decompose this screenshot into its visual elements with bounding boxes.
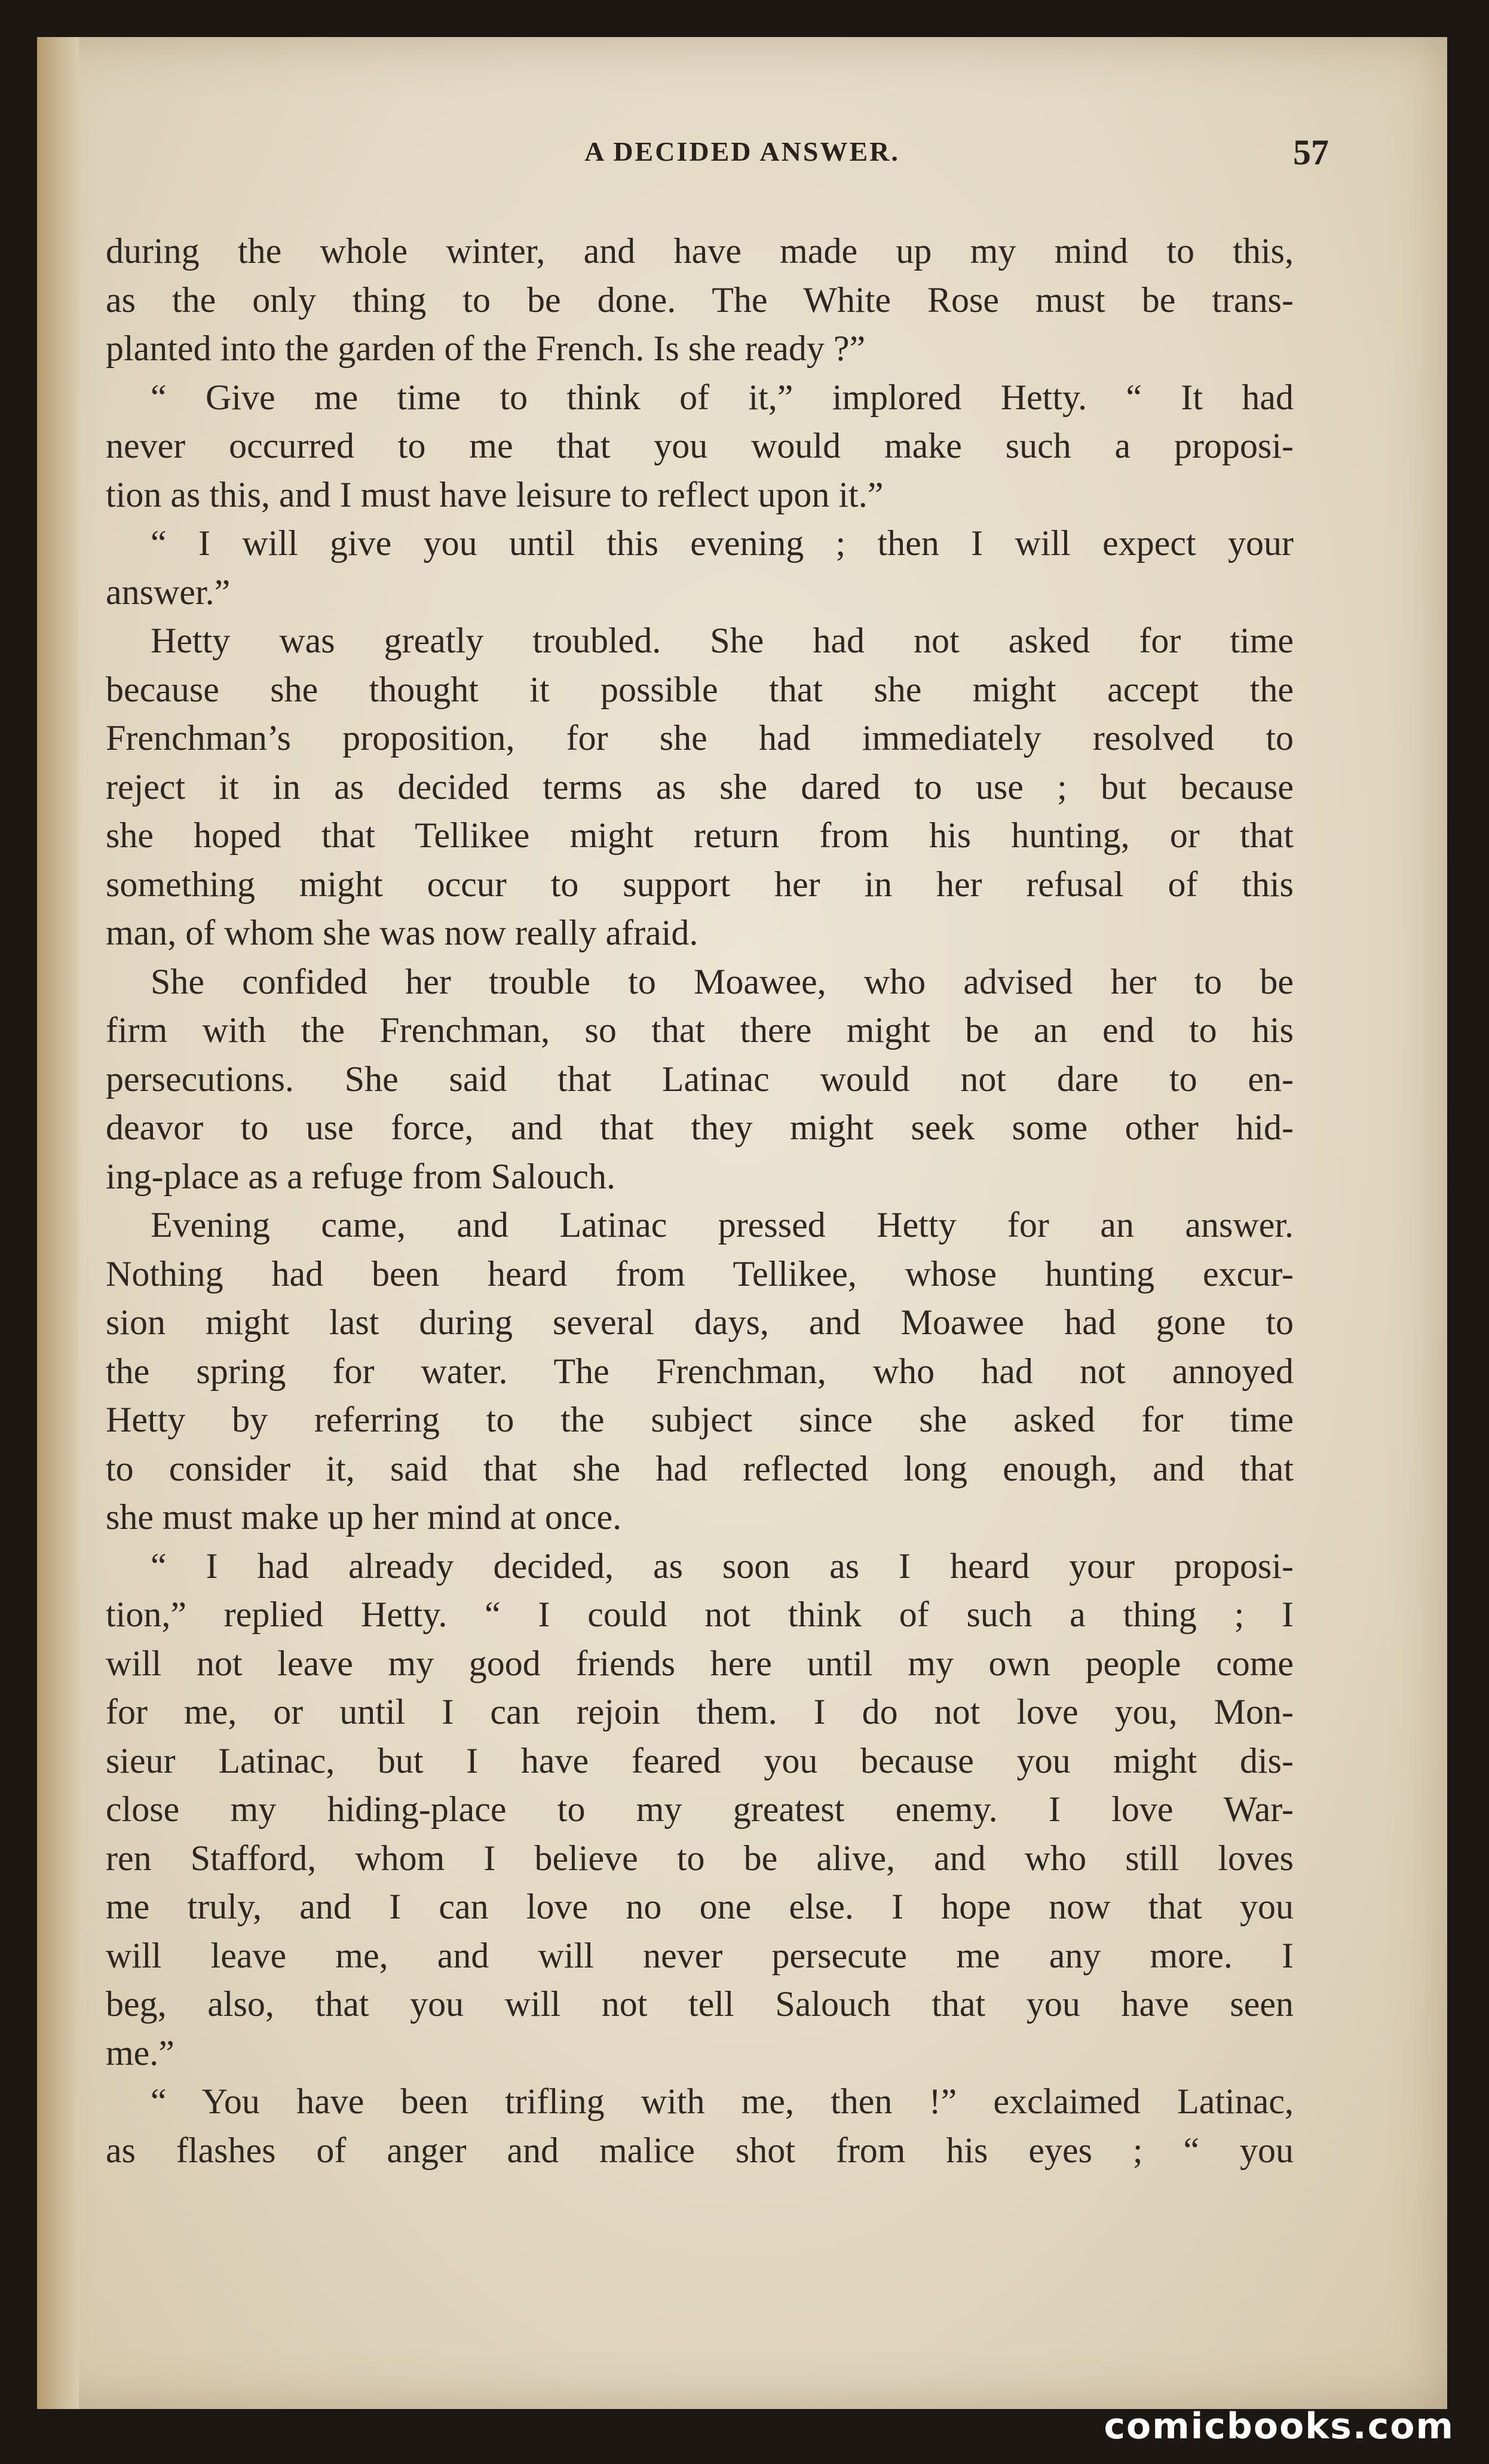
running-head bbox=[37, 133, 1447, 207]
text-line: something might occur to support her in her refusal of this bbox=[106, 864, 1294, 904]
text-line: “ I had already decided, as soon as I heard your proposi- bbox=[151, 1546, 1294, 1586]
text-line: persecutions. She said that Latinac would not dare to en- bbox=[106, 1059, 1294, 1099]
text-line: “ You have been trifling with me, then !” exclaimed Latinac, bbox=[151, 2082, 1294, 2121]
text-line: answer.” bbox=[106, 572, 231, 612]
text-line: tion as this, and I must have leisure to reflect upon it.” bbox=[106, 474, 884, 514]
text-line: she must make up her mind at once. bbox=[106, 1497, 622, 1537]
text-line: me.” bbox=[106, 2033, 174, 2073]
text-line: as flashes of anger and malice shot from his eyes ; “ you bbox=[106, 2130, 1294, 2170]
text-line: to consider it, said that she had reflected long enough, and that bbox=[106, 1448, 1294, 1488]
text-line: planted into the garden of the French. Is she ready ?” bbox=[106, 329, 866, 368]
text-line: She confided her trouble to Moawee, who advised her to be bbox=[151, 961, 1294, 1001]
text-line: Evening came, and Latinac pressed Hetty for an answer. bbox=[151, 1205, 1294, 1245]
text-line: “ Give me time to think of it,” implored Hetty. “ It had bbox=[151, 377, 1294, 417]
text-line: because she thought it possible that she might accept the bbox=[106, 669, 1294, 709]
page-gutter bbox=[37, 37, 79, 2409]
text-line: ren Stafford, whom I believe to be alive, and who still loves bbox=[106, 1838, 1294, 1878]
text-line: tion,” replied Hetty. “ I could not think of such a thing ; I bbox=[106, 1595, 1294, 1634]
text-line: during the whole winter, and have made up my mind to this, bbox=[106, 231, 1294, 271]
text-line: for me, or until I can rejoin them. I do not love you, Mon- bbox=[106, 1692, 1294, 1731]
book-page bbox=[37, 37, 1447, 2409]
text-line: beg, also, that you will not tell Salouch that you have seen bbox=[106, 1984, 1294, 2024]
text-line: reject it in as decided terms as she dared to use ; but because bbox=[106, 767, 1294, 807]
page-number: 57 bbox=[1293, 133, 1329, 172]
text-line: ing-place as a refuge from Salouch. bbox=[106, 1156, 615, 1196]
text-line: the spring for water. The Frenchman, who had not annoyed bbox=[106, 1351, 1294, 1391]
text-line: never occurred to me that you would make such a proposi- bbox=[106, 426, 1294, 465]
text-line: “ I will give you until this evening ; then I will expect your bbox=[151, 523, 1294, 563]
text-line: close my hiding-place to my greatest enemy. I love War- bbox=[106, 1789, 1294, 1829]
text-line: sieur Latinac, but I have feared you because you might dis- bbox=[106, 1740, 1294, 1780]
text-line: Nothing had been heard from Tellikee, whose hunting excur- bbox=[106, 1254, 1294, 1294]
text-line: me truly, and I can love no one else. I hope now that you bbox=[106, 1887, 1294, 1926]
site-watermark: comicbooks.com bbox=[1104, 2405, 1454, 2447]
text-line: as the only thing to be done. The White Rose must be trans- bbox=[106, 280, 1294, 320]
chapter-title: A DECIDED ANSWER. bbox=[584, 136, 900, 167]
text-line: man, of whom she was now really afraid. bbox=[106, 913, 698, 952]
text-line: she hoped that Tellikee might return from his hunting, or that bbox=[106, 816, 1294, 855]
text-line: Hetty was greatly troubled. She had not asked for time bbox=[151, 621, 1294, 660]
text-line: will not leave my good friends here until my own people come bbox=[106, 1643, 1294, 1683]
text-line: Hetty by referring to the subject since she asked for time bbox=[106, 1400, 1294, 1439]
text-line: Frenchman’s proposition, for she had immediately resolved to bbox=[106, 718, 1294, 758]
text-line: sion might last during several days, and Moawee had gone to bbox=[106, 1303, 1294, 1342]
text-line: firm with the Frenchman, so that there might be an end to his bbox=[106, 1010, 1294, 1050]
body-text bbox=[106, 227, 1294, 2175]
text-line: will leave me, and will never persecute me any more. I bbox=[106, 1935, 1294, 1975]
text-line: deavor to use force, and that they might seek some other hid- bbox=[106, 1108, 1294, 1147]
